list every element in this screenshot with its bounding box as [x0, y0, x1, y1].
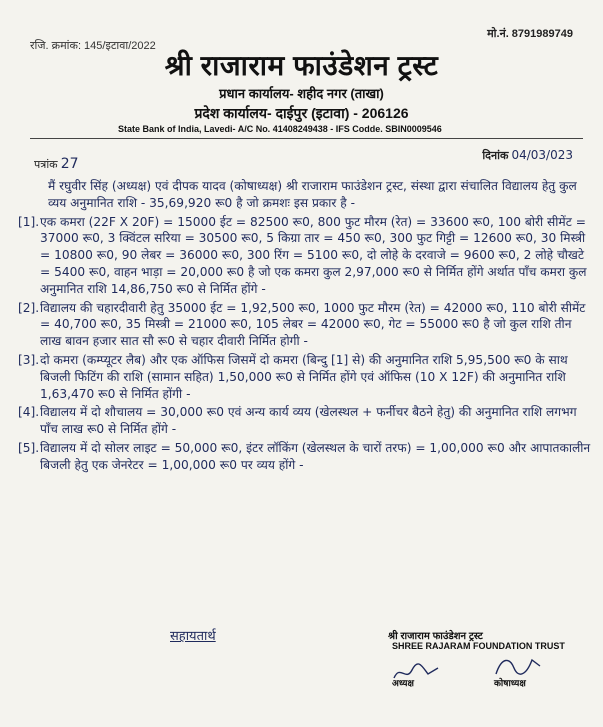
reference-value: 27: [60, 156, 79, 172]
item-number: [4].: [18, 405, 40, 420]
list-item: [18, 352, 595, 402]
item-number: [1].: [18, 214, 40, 229]
letter-body: [18, 178, 595, 476]
treasurer-role: कोषाध्यक्ष: [494, 678, 526, 688]
item-number: [3].: [18, 352, 40, 367]
stamp-hindi: श्री राजाराम फाउंडेशन ट्रस्ट: [388, 631, 483, 642]
head-office-address: प्रधान कार्यालय- शहीद नगर (ताखा): [219, 86, 384, 101]
list-item: [18, 440, 595, 474]
item-number: [2].: [18, 300, 40, 315]
item-text: विद्यालय की चहारदीवारी हेतु 35000 ईट = 1,92,500 रू0, 1000 फुट मौरम (रेत) = 42000 रू0, 110 बोरी सीमेंट = 40,700 रू0, 35 मिस्त्री = 21000 रू0, 105 लेबर = 42000 रू0, गेट = 55000 रू0 है जो कुल राशि तीन लाख बावन हजार सात सौ रू0 से चहार दीवारी निर्मित होगी -: [40, 300, 586, 349]
registration-number: रजि. क्रमांक: 145/इटावा/2022: [30, 40, 156, 52]
intro-paragraph: मैं रघुवीर सिंह (अध्यक्ष) एवं दीपक यादव (कोषाध्यक्ष) श्री राजाराम फाउंडेशन ट्रस्ट, संस्था द्वारा संचालित विद्यालय हेतु कुल व्यय अनुमानित राशि - 35,69,920 रू0 है जो क्रमशः इस प्रकार है -: [48, 179, 577, 210]
item-text: एक कमरा (22F X 20F) = 15000 ईट = 82500 रू0, 800 फुट मौरम (रेत) = 33600 रू0, 100 बोरी सीमेंट = 37000 रू0, 3 क्विंटल सरिया = 30500 रू0, 5 किग्रा तार = 450 रू0, 300 फुट गिट्टी = 12600 रू0, 30 मिस्त्री = 10800 रू0, 90 लेबर = 36000 रू0, 300 रिंग = 5100 रू0, दो लोहे के दरवाजे = 9600 रू0, 2 लोहे चौखटे = 5400 रू0, वाहन भाड़ा = 20,000 रू0 है जो एक कमरा कुल 2,97,000 रू0 से निर्मित होंगे अर्थात पाँच कमरा कुल अनुमानित राशि 14,86,750 रू0 से निर्मित होंगे -: [40, 214, 587, 296]
item-text: विद्यालय में दो सोलर लाइट = 50,000 रू0, इंटर लॉकिंग (खेलस्थल के चारों तरफ) = 1,00,000 रू0 और आपातकालीन बिजली हेतु एक जेनरेटर = 1,00,000 रू0 पर व्यय होंगे -: [40, 440, 591, 472]
letter-date: [482, 148, 573, 163]
mobile-number: मो.नं. 8791989749: [487, 28, 573, 40]
list-item: [18, 404, 595, 438]
date-label: दिनांक: [482, 150, 509, 162]
thanks-note: सहायतार्थ: [170, 629, 216, 644]
reference-label: पत्रांक: [34, 159, 58, 171]
bank-details: State Bank of India, Lavedi- A/C No. 41408249438 - IFS Codde. SBIN0009546: [118, 124, 442, 134]
president-role: अध्यक्ष: [392, 678, 414, 688]
header-divider: [30, 138, 583, 139]
state-office-address: प्रदेश कार्यालय- दाईपुर (इटावा) - 206126: [194, 105, 409, 121]
date-value: 04/03/023: [511, 148, 573, 162]
list-item: [18, 214, 595, 298]
reference-number: [34, 156, 79, 172]
item-text: विद्यालय में दो शौचालय = 30,000 रू0 एवं अन्य कार्य व्यय (खेलस्थल + फर्नीचर बैठने हेतु) की अनुमानित राशि लगभग पाँच लाख रू0 से निर्मित होंगे -: [40, 405, 577, 437]
organization-name: श्री राजाराम फाउंडेशन ट्रस्ट: [164, 50, 439, 81]
item-number: [5].: [18, 440, 40, 455]
item-text: दो कमरा (कम्प्यूटर लैब) और एक ऑफिस जिसमें दो कमरा (बिन्दु [1] से) की अनुमानित राशि 5,95,500 रू0 के साथ बिजली फिटिंग की राशि (सामान सहित) 1,50,000 रू0 से निर्मित होंगे एवं ऑफिस (10 X 12F) की अनुमानित राशि 1,63,470 रू0 से निर्मित होंगी -: [40, 352, 568, 401]
stamp-english: SHREE RAJARAM FOUNDATION TRUST: [392, 641, 565, 651]
list-item: [18, 300, 595, 350]
